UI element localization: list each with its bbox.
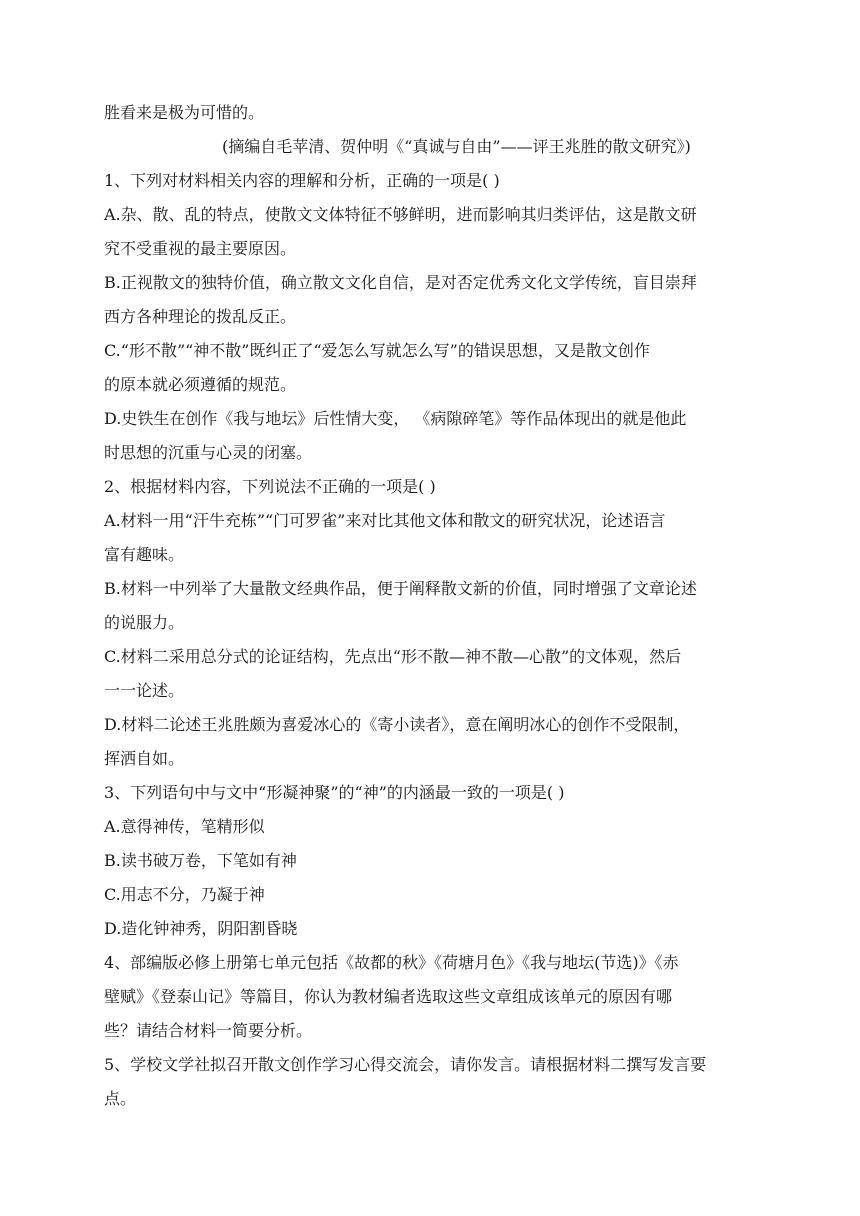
q1-option-b: B.正视散文的独特价值，确立散文文化自信，是对否定优秀文化文学传统，盲目崇拜 (104, 273, 697, 292)
q2-option-d-cont: 挥洒自如。 (104, 749, 185, 768)
question-1: 1、下列对材料相关内容的理解和分析，正确的一项是( ) (104, 171, 500, 190)
q1-option-d: D.史铁生在创作《我与地坛》后性情大变， 《病隙碎笔》等作品体现出的就是他此 (104, 409, 687, 428)
text-line: 胜看来是极为可惜的。 (104, 103, 265, 122)
q1-option-c-cont: 的原本就必须遵循的规范。 (104, 375, 297, 394)
q1-option-a: A.杂、散、乱的特点，使散文文体特征不够鲜明，进而影响其归类评估，这是散文研 (104, 205, 697, 224)
q1-option-c: C.“形不散”“神不散”既纠正了“爱怎么写就怎么写”的错误思想，又是散文创作 (104, 341, 650, 360)
q1-option-d-cont: 时思想的沉重与心灵的闭塞。 (104, 443, 313, 462)
q2-option-a: A.材料一用“汗牛充栋”“门可罗雀”来对比其他文体和散文的研究状况，论述语言 (104, 511, 666, 530)
q2-option-d: D.材料二论述王兆胜颇为喜爱冰心的《寄小读者》，意在阐明冰心的创作不受限制， (104, 715, 690, 734)
q1-option-b-cont: 西方各种理论的拨乱反正。 (104, 307, 297, 326)
question-5: 5、学校文学社拟召开散文创作学习心得交流会，请你发言。请根据材料二撰写发言要 (104, 1055, 707, 1074)
question-5-cont: 点。 (104, 1089, 137, 1108)
q1-option-a-cont: 究不受重视的最主要原因。 (104, 239, 297, 258)
q2-option-b-cont: 的说服力。 (104, 613, 185, 632)
question-4-cont: 壁赋》《登泰山记》等篇目，你认为教材编者选取这些文章组成该单元的原因有哪 (104, 987, 673, 1006)
q2-option-a-cont: 富有趣味。 (104, 545, 185, 564)
source-citation: (摘编自毛苹清、贺仲明《“真诚与自由”——评王兆胜的散文研究》) (222, 137, 691, 156)
q3-option-b: B.读书破万卷，下笔如有神 (104, 851, 297, 870)
q2-option-c: C.材料二采用总分式的论证结构，先点出“形不散—神不散—心散”的文体观，然后 (104, 647, 682, 666)
q3-option-a: A.意得神传，笔精形似 (104, 817, 265, 836)
q2-option-c-cont: 一一论述。 (104, 681, 185, 700)
q3-option-d: D.造化钟神秀，阴阳割昏晓 (104, 919, 298, 938)
question-4-cont: 些？请结合材料一简要分析。 (104, 1021, 313, 1040)
question-3: 3、下列语句中与文中“形凝神聚”的“神”的内涵最一致的一项是( ) (104, 783, 565, 802)
question-2: 2、根据材料内容，下列说法不正确的一项是( ) (104, 477, 436, 496)
q3-option-c: C.用志不分，乃凝于神 (104, 885, 265, 904)
q2-option-b: B.材料一中列举了大量散文经典作品，便于阐释散文新的价值，同时增强了文章论述 (104, 579, 697, 598)
question-4: 4、部编版必修上册第七单元包括《故都的秋》《荷塘月色》《我与地坛(节选)》《赤 (104, 953, 679, 972)
